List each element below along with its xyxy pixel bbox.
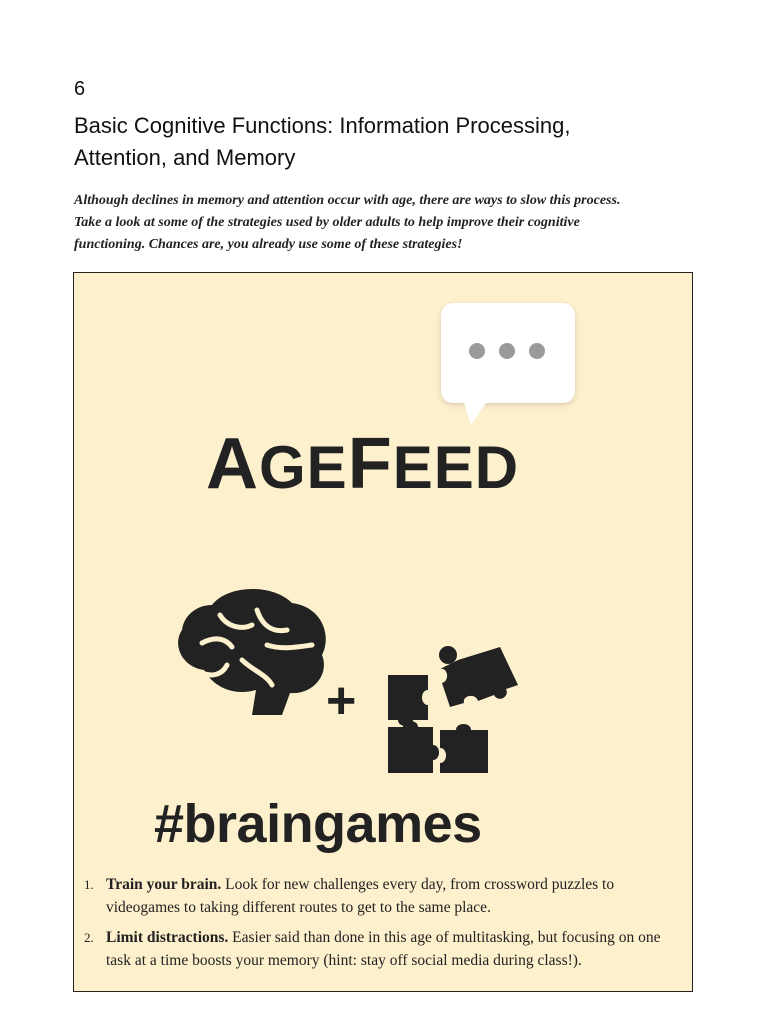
list-item	[84, 926, 674, 972]
brain-icon	[172, 585, 332, 725]
logo-ge: GE	[259, 434, 348, 501]
intro-line-2: Take a look at some of the strategies used by older adults to help improve their cognitive	[74, 215, 580, 230]
agefeed-logo	[206, 423, 519, 505]
logo-f: F	[347, 424, 393, 504]
chapter-title-line-2: Attention, and Memory	[74, 145, 296, 170]
list-item-lead: Limit distractions.	[106, 929, 229, 946]
intro-line-1: Although declines in memory and attention occur with age, there are ways to slow this process.	[74, 193, 621, 208]
logo-a: A	[206, 424, 259, 504]
list-item-text: Easier said than done in this age of multitasking, but focusing on one task at a time boosts your memory (hint: stay off social media during class!).	[106, 929, 661, 969]
plus-sign: +	[326, 672, 357, 730]
list-item-text: Look for new challenges every day, from crossword puzzles to videogames to taking different routes to get to the same place.	[106, 876, 615, 916]
intro-line-3: functioning. Chances are, you already use some of these strategies!	[74, 237, 463, 252]
logo-eed: EED	[392, 434, 520, 501]
tips-list	[84, 873, 674, 979]
dot-icon	[529, 343, 545, 359]
list-item	[84, 873, 674, 919]
intro-paragraph	[74, 190, 694, 256]
chapter-title	[74, 110, 694, 174]
agefeed-panel	[73, 272, 693, 992]
puzzle-pieces-icon	[378, 645, 528, 795]
chapter-number: 6	[74, 78, 86, 100]
dot-icon	[469, 343, 485, 359]
list-item-number: 2.	[84, 930, 94, 945]
list-item-lead: Train your brain.	[106, 876, 222, 893]
ellipsis-icon	[469, 343, 549, 361]
chapter-title-line-1: Basic Cognitive Functions: Information Processing,	[74, 113, 571, 138]
braingames-hashtag: #braingames	[154, 794, 482, 854]
dot-icon	[499, 343, 515, 359]
list-item-number: 1.	[84, 877, 94, 892]
